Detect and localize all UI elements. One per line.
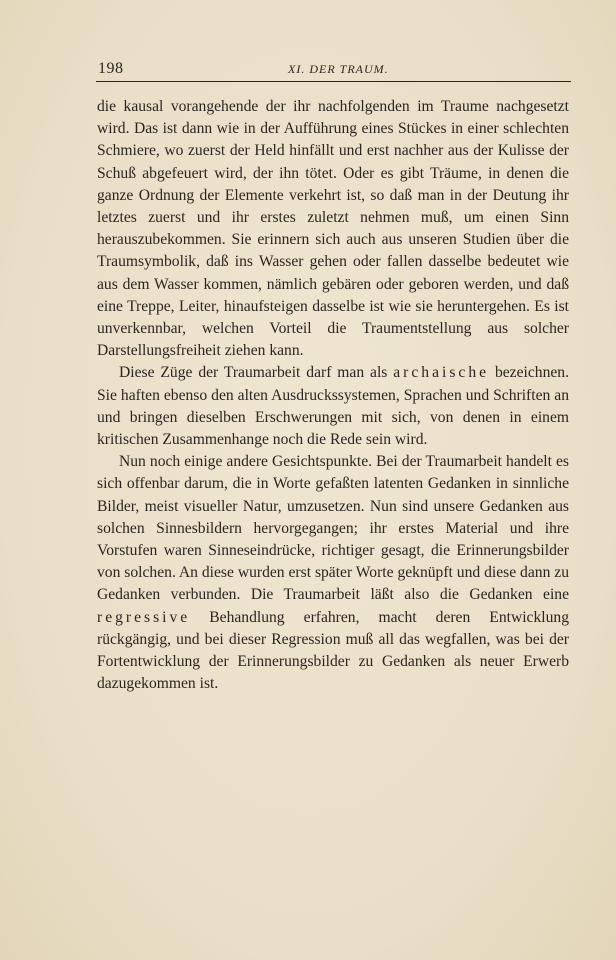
header-rule [96,81,571,82]
paragraph-text: Diese Züge der Traumarbeit darf man als [119,364,394,382]
paragraph-1 [97,96,569,362]
paragraph-text: Behandlung erfahren, macht deren Entwicklung rückgängig, und bei dieser Regression muß all das wegfallen, was bei der Fortentwicklung der Erinnerungsbilder zu Gedanken als neuer Erwerb dazugekommen ist. [97,608,569,693]
paragraph-text: die kausal vorangehende der ihr nachfolgenden im Traume nachgesetzt wird. Das ist dann wie in der Aufführung eines Stückes in einer schlechten Schmiere, wo zuerst der Held hinfällt und erst nachher aus der Kulisse der Schuß abgefeuert wird, der ihn tötet. Oder es gibt Träume, in denen die ganze Ordnung der Elemente verkehrt ist, so daß man in der Deutung ihr letztes zuerst und ihr erstes zuletzt nehmen muß, um einen Sinn herauszubekommen. Sie erinnern sich auch aus unseren Studien über die Traumsymbolik, daß ins Wasser gehen oder fallen dasselbe bedeutet wie aus dem Wasser kommen, nämlich gebären oder geboren werden, und daß eine Treppe, Leiter, hinaufsteigen dasselbe ist wie sie heruntergehen. Es ist unverkennbar, welchen Vorteil die Traumentstellung aus solcher Darstellungsfreiheit ziehen kann. [97,98,569,360]
emphasized-term-regressive: regressive [97,608,191,626]
page-header [98,60,570,82]
paragraph-2 [97,362,569,451]
running-head: XI. DER TRAUM. [288,62,389,76]
paragraph-text: Nun noch einige andere Gesichtspunkte. Bei der Traumarbeit handelt es sich offenbar darum, die in Worte gefaßten latenten Gedanken in sinnliche Bilder, meist visueller Natur, umzusetzen. Nun sind unsere Gedanken aus solchen Sinnesbildern hervorgegangen; ihr erstes Material und ihre Vorstufen waren Sinneseindrücke, richtiger gesagt, die Erinnerungsbilder von solchen. An diese wurden erst später Worte geknüpft und diese dann zu Gedanken verbunden. Die Traumarbeit läßt also die Gedanken eine [97,453,569,604]
page-number: 198 [98,60,124,77]
body-text [97,96,569,695]
paragraph-text: bezeichnen. Sie haften ebenso den alten Ausdruckssystemen, Sprachen und Schriften an und bringen dieselben Erschwerungen mit sich, von denen in einem kritischen Zusammenhange noch die Rede sein wird. [97,364,569,449]
emphasized-term-archaische: archaische [393,364,490,382]
paragraph-3 [97,451,569,695]
